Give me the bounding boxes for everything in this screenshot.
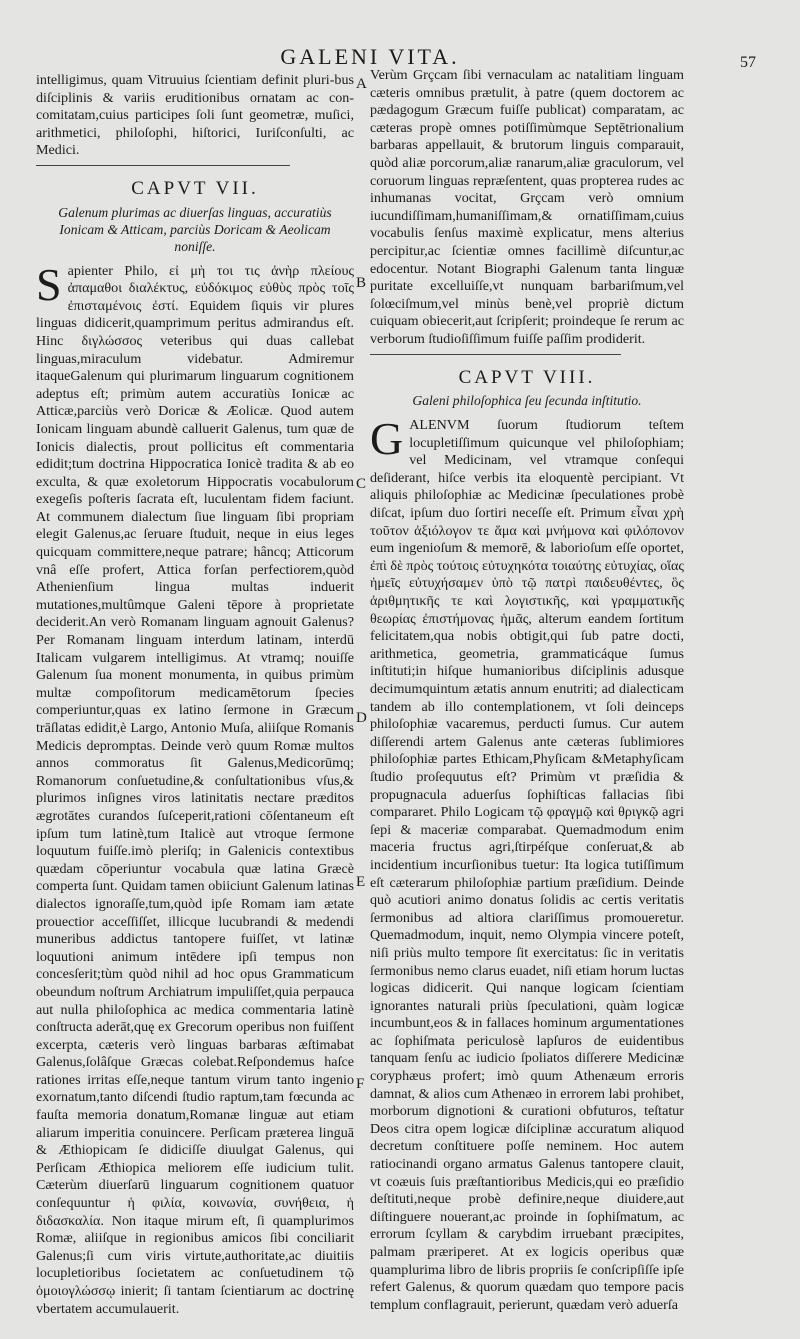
chapter-7-summary: Galenum plurimas ac diuerſas linguas, accuratiùs Ionicam & Atticam, parciùs Doricam & Aeolicam noniſſe.: [58, 204, 332, 254]
margin-letter-e: E: [356, 874, 366, 890]
chapter-7-text: apienter Philo, εἰ μὴ τοι τις ἀνὴρ πλείους ἀπαμαθοι διαλέκτυς, εὐδόκιμος εὐθὺς πρὸς τοῖς ἐπισταμένοις ἐστί. Equidem ſiquis vir plures linguas didicerit,quamprimum peritus admirandus eſt. Hinc διγλώσσος veteribus qui duas callebat linguas,miraculum videbatur. Admiremur itaqueGalenum qui plurimarum linguarum cognitionem adeptus eſt; primùm autem accuratiùs Ionicæ ac Atticæ,parciùs verò Doricæ & Æolicæ. Quod autem Ionicam linguam abundè calluerit Galenus, tum quæ de Ionicis dialectis, prout pollicitus eſt commentaria edidit;tum doctrina Hippocratica Ionicè tradita & ab eo exculta, & quæ exoletorum Hippocratis vocabulorum exegeſis poſteris ſacrata eſt, luculentam fidem faciunt. At communem dialectum ſiue linguam ſibi propriam elegit Galenus,ac ſeruare ſtuduit, neque in eius leges quicquam committere,neque patrare; hâncq; Atticorum vnâ eſſe profert, Attica forſan perfectiorem,quòd Athenienſium lingua multas induerit mutationes,multûmque Galeni tēpore à proprietate deciderit.An verò Romanam linguam agnouit Galenus? Per Romanam linguam interdum latinam, interdū Italicam vulgarem intelligimus. At vtramq; nouiſſe Galenum ſua monent monumenta, in quibus primùm multæ compoſitorum medicamētorum ſpecies comperiuntur,quas ex latino ſermone in Græcum trāſlatas edidit,è Largo, Antonio Muſa, aliiſque Romanis Medicis depromptas. Deinde verò quum Romæ multos annos commoratus ſit Galenus,Medicorūmq; Romanorum conſuetudine,& conſultationibus vſus,& plurimos inſignes viros latinitatis nectare præditos ægrotātes curandos ſuſceperit,rationi cōſentaneum eſt ipſum tum latinè,tum Italicè aut vtroque ſermone loquutum fuiſſe.imò pleriſq; in Galenicis contextibus quædam cōperiuntur vocabula quæ latina Græcè comperta ſunt. Quidam tamen obiiciunt Galenum latinas dialectos ignoraſſe,tum,quòd ipſe Romam iam ætate prouectior acceſſiſſet, illicque lucubrandi & medendi muneribus addictus tantopere fuiſſet, vt latinæ loquutioni animum intēdere ipſi tempus non concesſerit;tùm quòd nihil ad hoc opus Grammaticum obeundum noſtrum Archiatrum impuliſſet,quia perpauca aut nulla philoſophica ac medica commentaria latinè conſtructa aderāt,quę ex Grecorum operibus non fuiſſent excerpta, cæteris verò linguas barbaras æſtimabat Galenus,ſolâſque Græcas colebat.Reſpondemus haſce rationes irritas eſſe,neque tantum virum tanto ingenio exornatum,tanto diſcendi ſtudio raptum,tam fœcunda ac fauſta memoria donatum,Romanæ linguæ aut etiam aliarum imperitia conuincere. Perſicam præterea linguā & Æthiopicam ſe didiciſſe diuulgat Galenus, qui Perſicam Æthiopica meliorem eſſe iudicium tulit. Cæterùm diuerſarū linguarum cognitionem quatuor conſequuntur ἡ φιλία, κοινωνία, συνήθεια, ἡ διδασκαλία. Non itaque mirum eſt, ſi quamplurimos Romæ, aliiſque in regionibus amicos ſibi conciliarit Galenus;ſi cum viris virtute,authoritate,ac diuitiis locupletioribus ſocietatem ac conſuetudinem τῷ ὁμοιογλώσσῳ inierit; ſi tantam ſcientiarum ac doctrinę vbertatem accumulauerit.: [36, 262, 354, 1317]
drop-cap: G: [370, 413, 404, 465]
page-number: 57: [740, 54, 756, 71]
running-head: GALENI VITA.: [280, 44, 460, 69]
chapter-7-paragraph: [36, 258, 354, 1319]
margin-letter-a: A: [356, 76, 367, 92]
left-column: [36, 72, 354, 1318]
right-intro-paragraph: Verùm Grçcam ſibi vernaculam ac natalitiam linguam cæteris omnibus prætulit, à patre (quem doctorem ac pædagogum Græcum fuiſſe publicat) comparatam, ac cæteras propè omnes potiſſimùmque Septētrionalium barbaras appellauit, & brutorum linguis comparauit, quòd aliæ porcorum,aliæ ranarum,aliæ graculorum, vel coruorum linguas repræſentent, quas propterea rudes ac inhumanas vocitat, Grçcam verò omnium iucundiſſimam,humaniſſimam,& ornatiſſimam,cuius vocabulis ſenſus maximè explicatur, mens alterius percipitur,ac ſcientiæ omnes facillimè diſcuntur,ac edocentur. Notant Biographi Galenum tanta linguæ puritate excelluiſſe,vt nunquam barbariſmum,vel ſolœciſmum,vel minùs benè,vel propriè dictum cuiquam obiecerit,aut ſcripſerit; proindeque ſe rerum ac verborum ſtudioſiſſimum fuiſſe paſſim prodiderit.: [370, 67, 684, 347]
section-rule: [36, 165, 290, 166]
margin-letter-c: C: [356, 476, 367, 492]
margin-letter-f: F: [356, 1076, 365, 1092]
chapter-8-paragraph: [370, 413, 685, 1314]
chapter-8-summary: Galeni philoſophica ſeu ſecunda inſtitutio.: [412, 393, 642, 409]
chapter-8-text: ALENVM ſuorum ſtudiorum teſtem locupletiſſimum quicunque vel philoſophiam; vel Medicinam, vel vtramque conſequi deſiderant, hiſce verbis ita eloquentè percipiant. Vt aliquis philoſophiæ ac Medicinæ ſpeculationes probè diſcat, ipſum duo ſortiri neceſſe eſt. Primum εἶναι χρὴ τοῦτον ἀξιόλογον τε ἅμα καὶ μνήμονα καὶ φιλόπονον eum ingenioſum & memorē, & laborioſum eſſe oportet, ἐπὶ δὲ πρὸς τούτοις εὐτυχηκότα τοιαύτης εὐτυχίας, οἵας ἡμεῖς εὐτυχήσαμεν ὑπὸ τῷ πατρὶ παιδευθέντες, ὃς ἀριθμητικῆς τε καὶ λογιστικῆς, καὶ γραμματικῆς θεωρίας ἐπιστήμονας ἡμᾶς, alterum eandem ſortitum felicitatem,qua nobis obtigit,qui ſub patre docti, arithmetica, geometria, grammaticáque ſumus inſtituti;in hiſque humanioribus diſciplinis adusque decimumquintum ætatis annum enutriti; ad dialecticam tandem ab illo contemplationem, vt ſoli deinceps philoſophiæ vacaremus, perducti ſumus. Cur autem diſſerendi artem Galenus ante cæteras ſublimiores philoſophiæ partes Ethicam,Phyſicam &Metaphyſicam ſtudio proſequutus eſt? Primùm vt præſidia & propugnacula aduerſus ſophiſticas fallacias ſibi compararet. Philo Logicam τῷ φραγμῷ καὶ θριγκῷ agri ſepi & maceriæ comparabat. Quemadmodum enim maceria fructus agri,ſtirpéſque conſeruat,& ab incidentium incurſionibus tuetur: Ita logica tutiſſimum eſt cæterarum philoſophiæ partium præſidium. Deinde quò acutiori animo donatus ſolidis ac certis veritatis ſermonibus ad altiora clariſſimus promoueretur. Quemadmodum, inquit, nemo Olympia vincere poteſt, niſi priùs multo tempore ſit exercitatus: ſic in veritatis ſermonibus nemo clarus euadet, niſi etiam horum luctas logicas didicerit. Qui nanque logicam ſcientiam ignorantes naturali priùs ſpeculationi, quàm logicæ incumbunt,eos & in fallaces hominum argumentationes ac ſophiſmata periculosè lapſuros de euidentibus tanquam ſenſu ac iudicio ſpoliatos diſſerere Medicinæ coryphæus profert; imò quum Athenæum erroris damnat, & alios cum Athenæo in errorem labi prohibet, morborum dignotioni & curationi obfuturos, teſtatur Deos citra opem logicæ diſciplinæ accuratum aliquod decretum conſtituere poſſe neminem. Hoc autem ratiocinandi organo armatus Galenus tantopere clauit, vt coæuis ſuis præſtantioribus Medicis,qui eo præſidio deſtituti,neque probè definire,neque diuidere,aut diſtinguere nouerant,ac proinde in ſophiſmatum, ac errorum ſcyllam & carybdim irruebant præcipites, palmam præriperet. At ex logicis operibus quæ quamplurima libro de libris propriis ſe conſcripſiſſe ipſe refert Galenus, & quorum quædam quo tempore pacis templum conflagrauit, perierunt, quædam verò aduerſa: [370, 417, 685, 1313]
drop-cap: S: [36, 258, 62, 310]
chapter-8-title: CAPVT VIII.: [458, 366, 596, 388]
margin-letter-d: D: [356, 710, 367, 726]
left-intro-paragraph: intelligimus, quam Vitruuius ſcientiam definit pluri-bus diſciplinis & variis eruditionibus ornatam ac con-comitatam,cuius participes ſoli ſunt geometræ, muſici, arithmetici, philoſophi, hiſtorici, Iuriſconſulti, ac Medici.: [36, 72, 354, 159]
right-column: [370, 67, 684, 1314]
margin-letter-b: B: [356, 275, 367, 291]
chapter-7-title: CAPVT VII.: [131, 177, 259, 199]
section-rule: [370, 354, 621, 355]
